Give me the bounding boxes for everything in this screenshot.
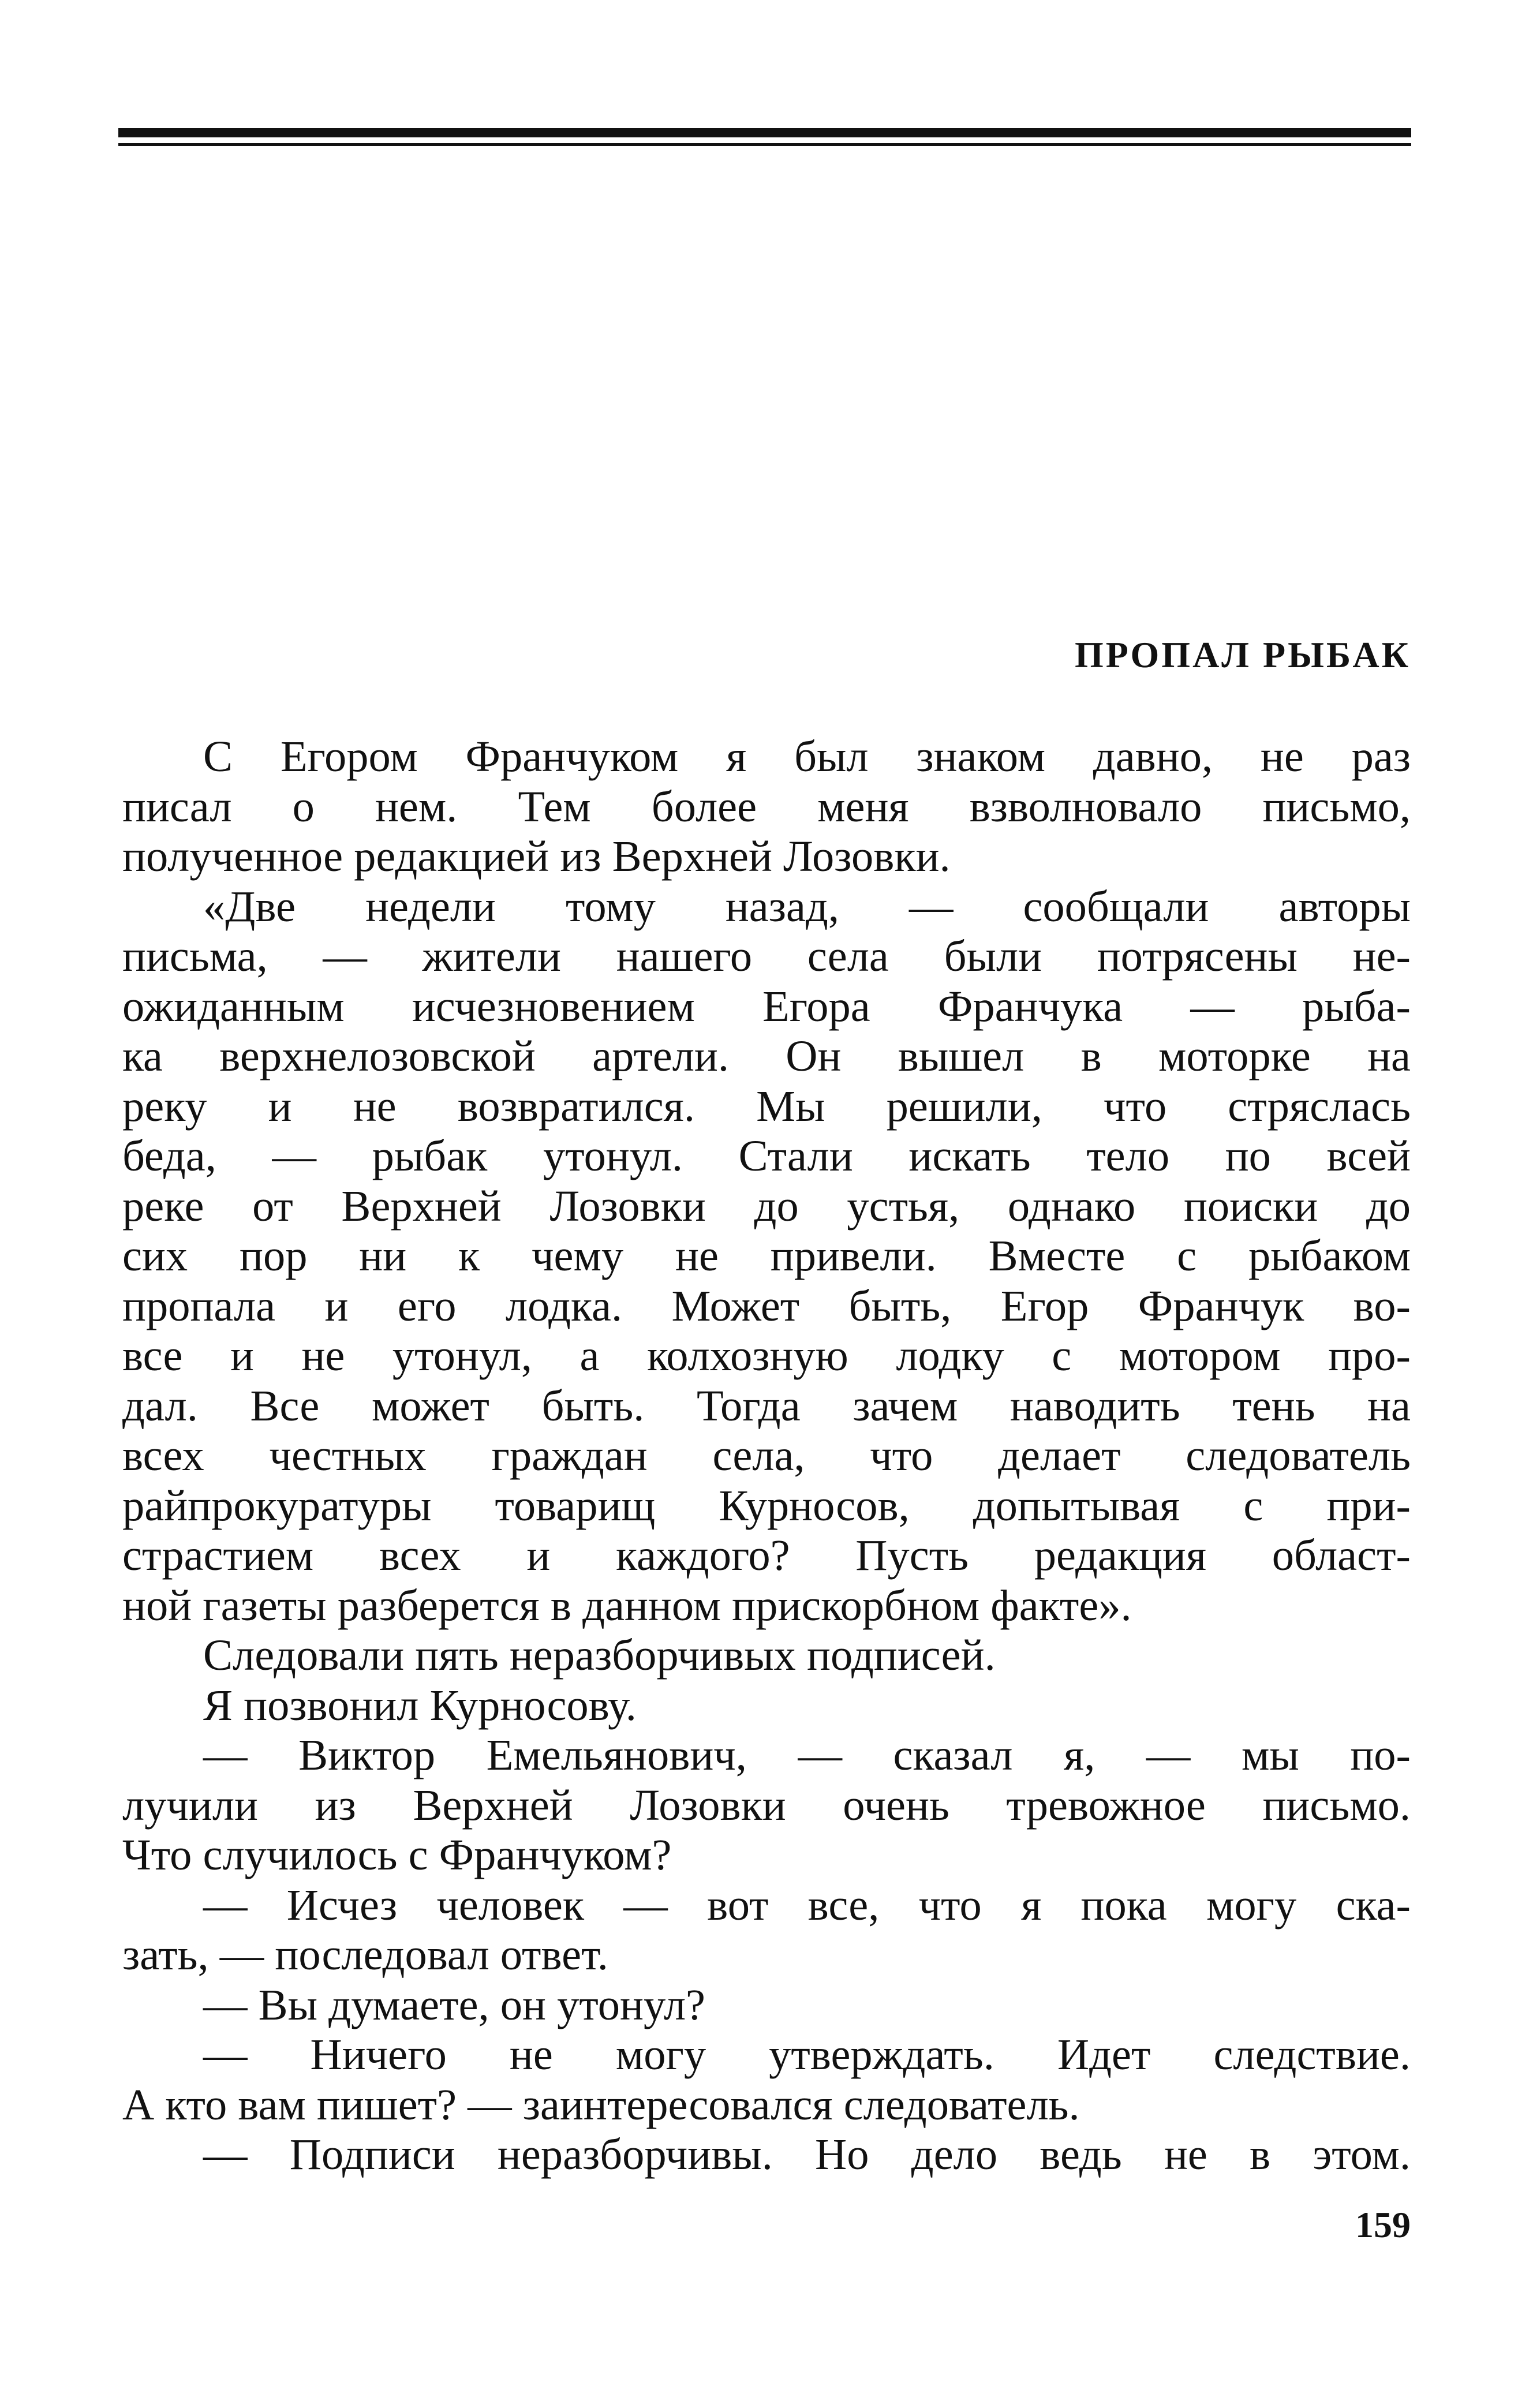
text-line: «Две недели тому назад, — сообщали авторы: [203, 881, 1411, 931]
text-line: С Егором Франчуком я был знаком давно, не раз: [203, 732, 1411, 781]
text-line: реку и не возвратился. Мы решили, что стряслась: [122, 1081, 1411, 1131]
text-line: пропала и его лодка. Может быть, Егор Франчук во-: [122, 1281, 1411, 1330]
chapter-title: ПРОПАЛ РЫБАК: [1075, 634, 1411, 675]
text-line: зать, — последовал ответ.: [122, 1930, 608, 1979]
text-line: дал. Все может быть. Тогда зачем наводить тень на: [122, 1381, 1411, 1430]
top-rule-thick: [118, 128, 1411, 137]
text-line: лучили из Верхней Лозовки очень тревожное письмо.: [122, 1780, 1411, 1830]
text-line: — Вы думаете, он утонул?: [203, 1980, 705, 2029]
text-line: А кто вам пишет? — заинтересовался следователь.: [122, 2080, 1080, 2129]
text-line: полученное редакцией из Верхней Лозовки.: [122, 832, 951, 881]
text-line: страстием всех и каждого? Пусть редакция област-: [122, 1531, 1411, 1580]
text-line: все и не утонул, а колхозную лодку с мотором про-: [122, 1331, 1411, 1380]
top-rule-thin: [118, 143, 1411, 146]
text-line: реке от Верхней Лозовки до устья, однако поиски до: [122, 1181, 1411, 1231]
text-line: всех честных граждан села, что делает следователь: [122, 1431, 1411, 1480]
text-line: Что случилось с Франчуком?: [122, 1830, 672, 1879]
text-line: — Виктор Емельянович, — сказал я, — мы по-: [203, 1730, 1411, 1779]
text-line: ожиданным исчезновением Егора Франчука — рыба-: [122, 981, 1411, 1031]
text-line: ка верхнелозовской артели. Он вышел в моторке на: [122, 1031, 1411, 1080]
text-line: — Ничего не могу утверждать. Идет следствие.: [203, 2030, 1411, 2079]
text-line: райпрокуратуры товарищ Курносов, допытывая с при-: [122, 1480, 1411, 1530]
text-line: Следовали пять неразборчивых подписей.: [203, 1631, 996, 1680]
page-number: 159: [1355, 2204, 1411, 2245]
text-line: Я позвонил Курносову.: [203, 1680, 637, 1730]
text-line: — Исчез человек — вот все, что я пока могу ска-: [203, 1880, 1411, 1930]
text-line: ной газеты разберется в данном прискорбном факте».: [122, 1580, 1132, 1630]
text-line: — Подписи неразборчивы. Но дело ведь не в этом.: [203, 2130, 1411, 2179]
body-text: [122, 732, 1411, 2180]
text-line: писал о нем. Тем более меня взволновало письмо,: [122, 782, 1411, 831]
text-line: беда, — рыбак утонул. Стали искать тело по всей: [122, 1131, 1411, 1180]
text-line: письма, — жители нашего села были потрясены не-: [122, 932, 1411, 981]
text-line: сих пор ни к чему не привели. Вместе с рыбаком: [122, 1231, 1411, 1280]
